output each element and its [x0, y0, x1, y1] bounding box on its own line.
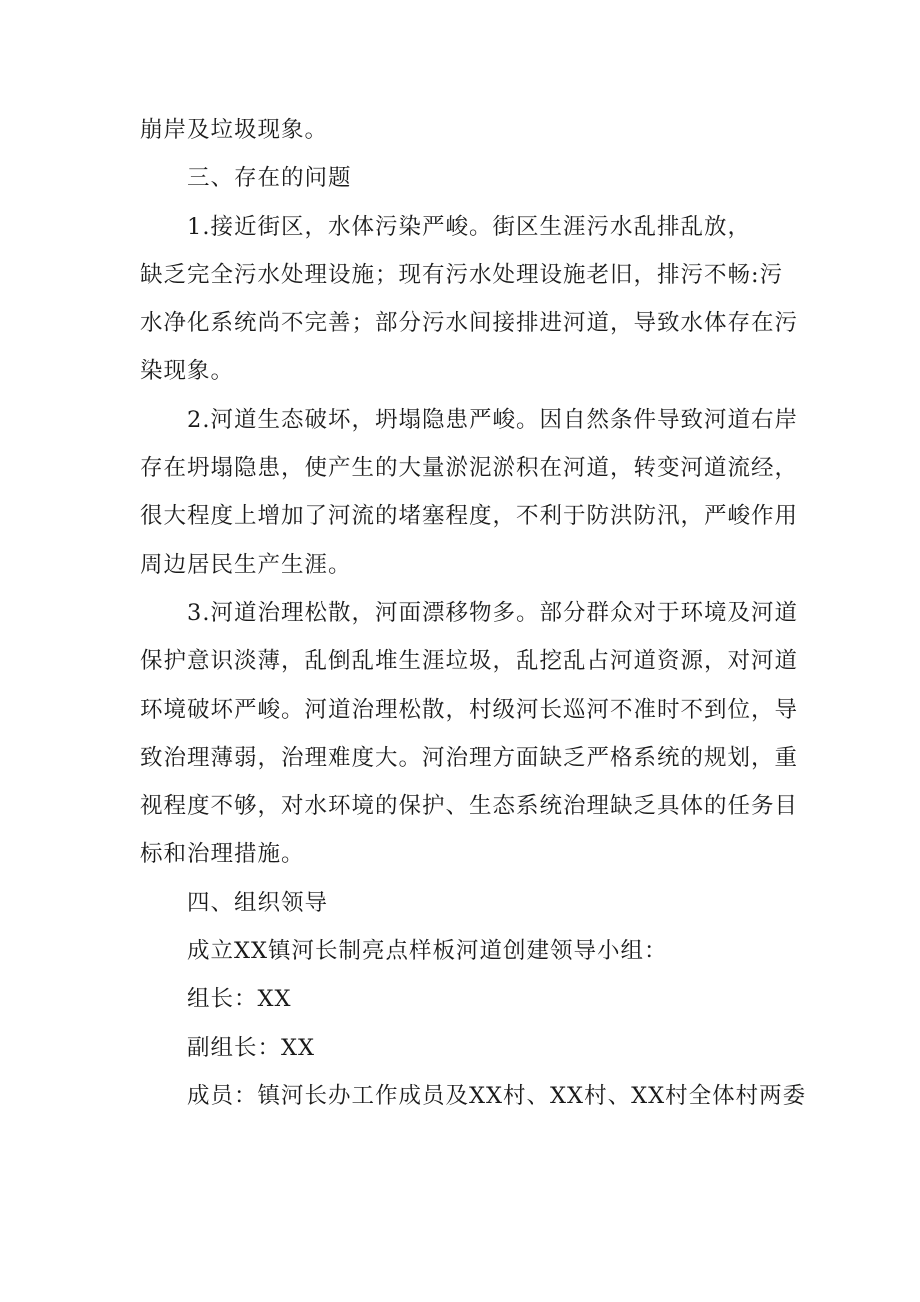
text-line: 水净化系统尚不完善；部分污水间接排进河道，导致水体存在污 [140, 310, 799, 337]
text-line: 崩岸及垃圾现象。 [140, 117, 329, 143]
deputy-leader-line: 副组长：XX [187, 1034, 316, 1061]
members-line: 成员：镇河长办工作成员及XX村、XX村、XX村全体村两委 [187, 1082, 807, 1109]
text-line: 1.接近街区，水体污染严峻。街区生涯污水乱排乱放， [187, 213, 751, 240]
text-line: 3.河道治理松散，河面漂移物多。部分群众对于环境及河道 [187, 599, 798, 626]
team-leader-line: 组长：XX [187, 986, 292, 1013]
text-line: 致治理薄弱，治理难度大。河治理方面缺乏严格系统的规划，重 [140, 744, 799, 771]
text-line: 标和治理措施。 [140, 841, 305, 868]
text-line: 染现象。 [140, 358, 235, 385]
text-line: 保护意识淡薄，乱倒乱堆生涯垃圾，乱挖乱占河道资源，对河道 [140, 648, 799, 675]
text-line: 很大程度上增加了河流的堵塞程度，不利于防洪防汛，严峻作用 [140, 503, 799, 530]
document-body [140, 106, 807, 1120]
text-line: 缺乏完全污水处理设施；现有污水处理设施老旧，排污不畅:污 [140, 261, 784, 288]
section-heading-problems: 三、存在的问题 [187, 165, 352, 192]
text-line: 周边居民生产生涯。 [140, 551, 352, 578]
section-heading-leadership: 四、组织领导 [187, 889, 329, 916]
text-line: 存在坍塌隐患，使产生的大量淤泥淤积在河道，转变河道流经， [140, 455, 799, 482]
text-line: 成立XX镇河长制亮点样板河道创建领导小组： [187, 938, 668, 965]
text-line: 2.河道生态破坏，坍塌隐患严峻。因自然条件导致河道右岸 [187, 406, 798, 433]
text-line: 视程度不够，对水环境的保护、生态系统治理缺乏具体的任务目 [140, 793, 799, 820]
text-line: 环境破坏严峻。河道治理松散，村级河长巡河不准时不到位，导 [140, 696, 799, 723]
